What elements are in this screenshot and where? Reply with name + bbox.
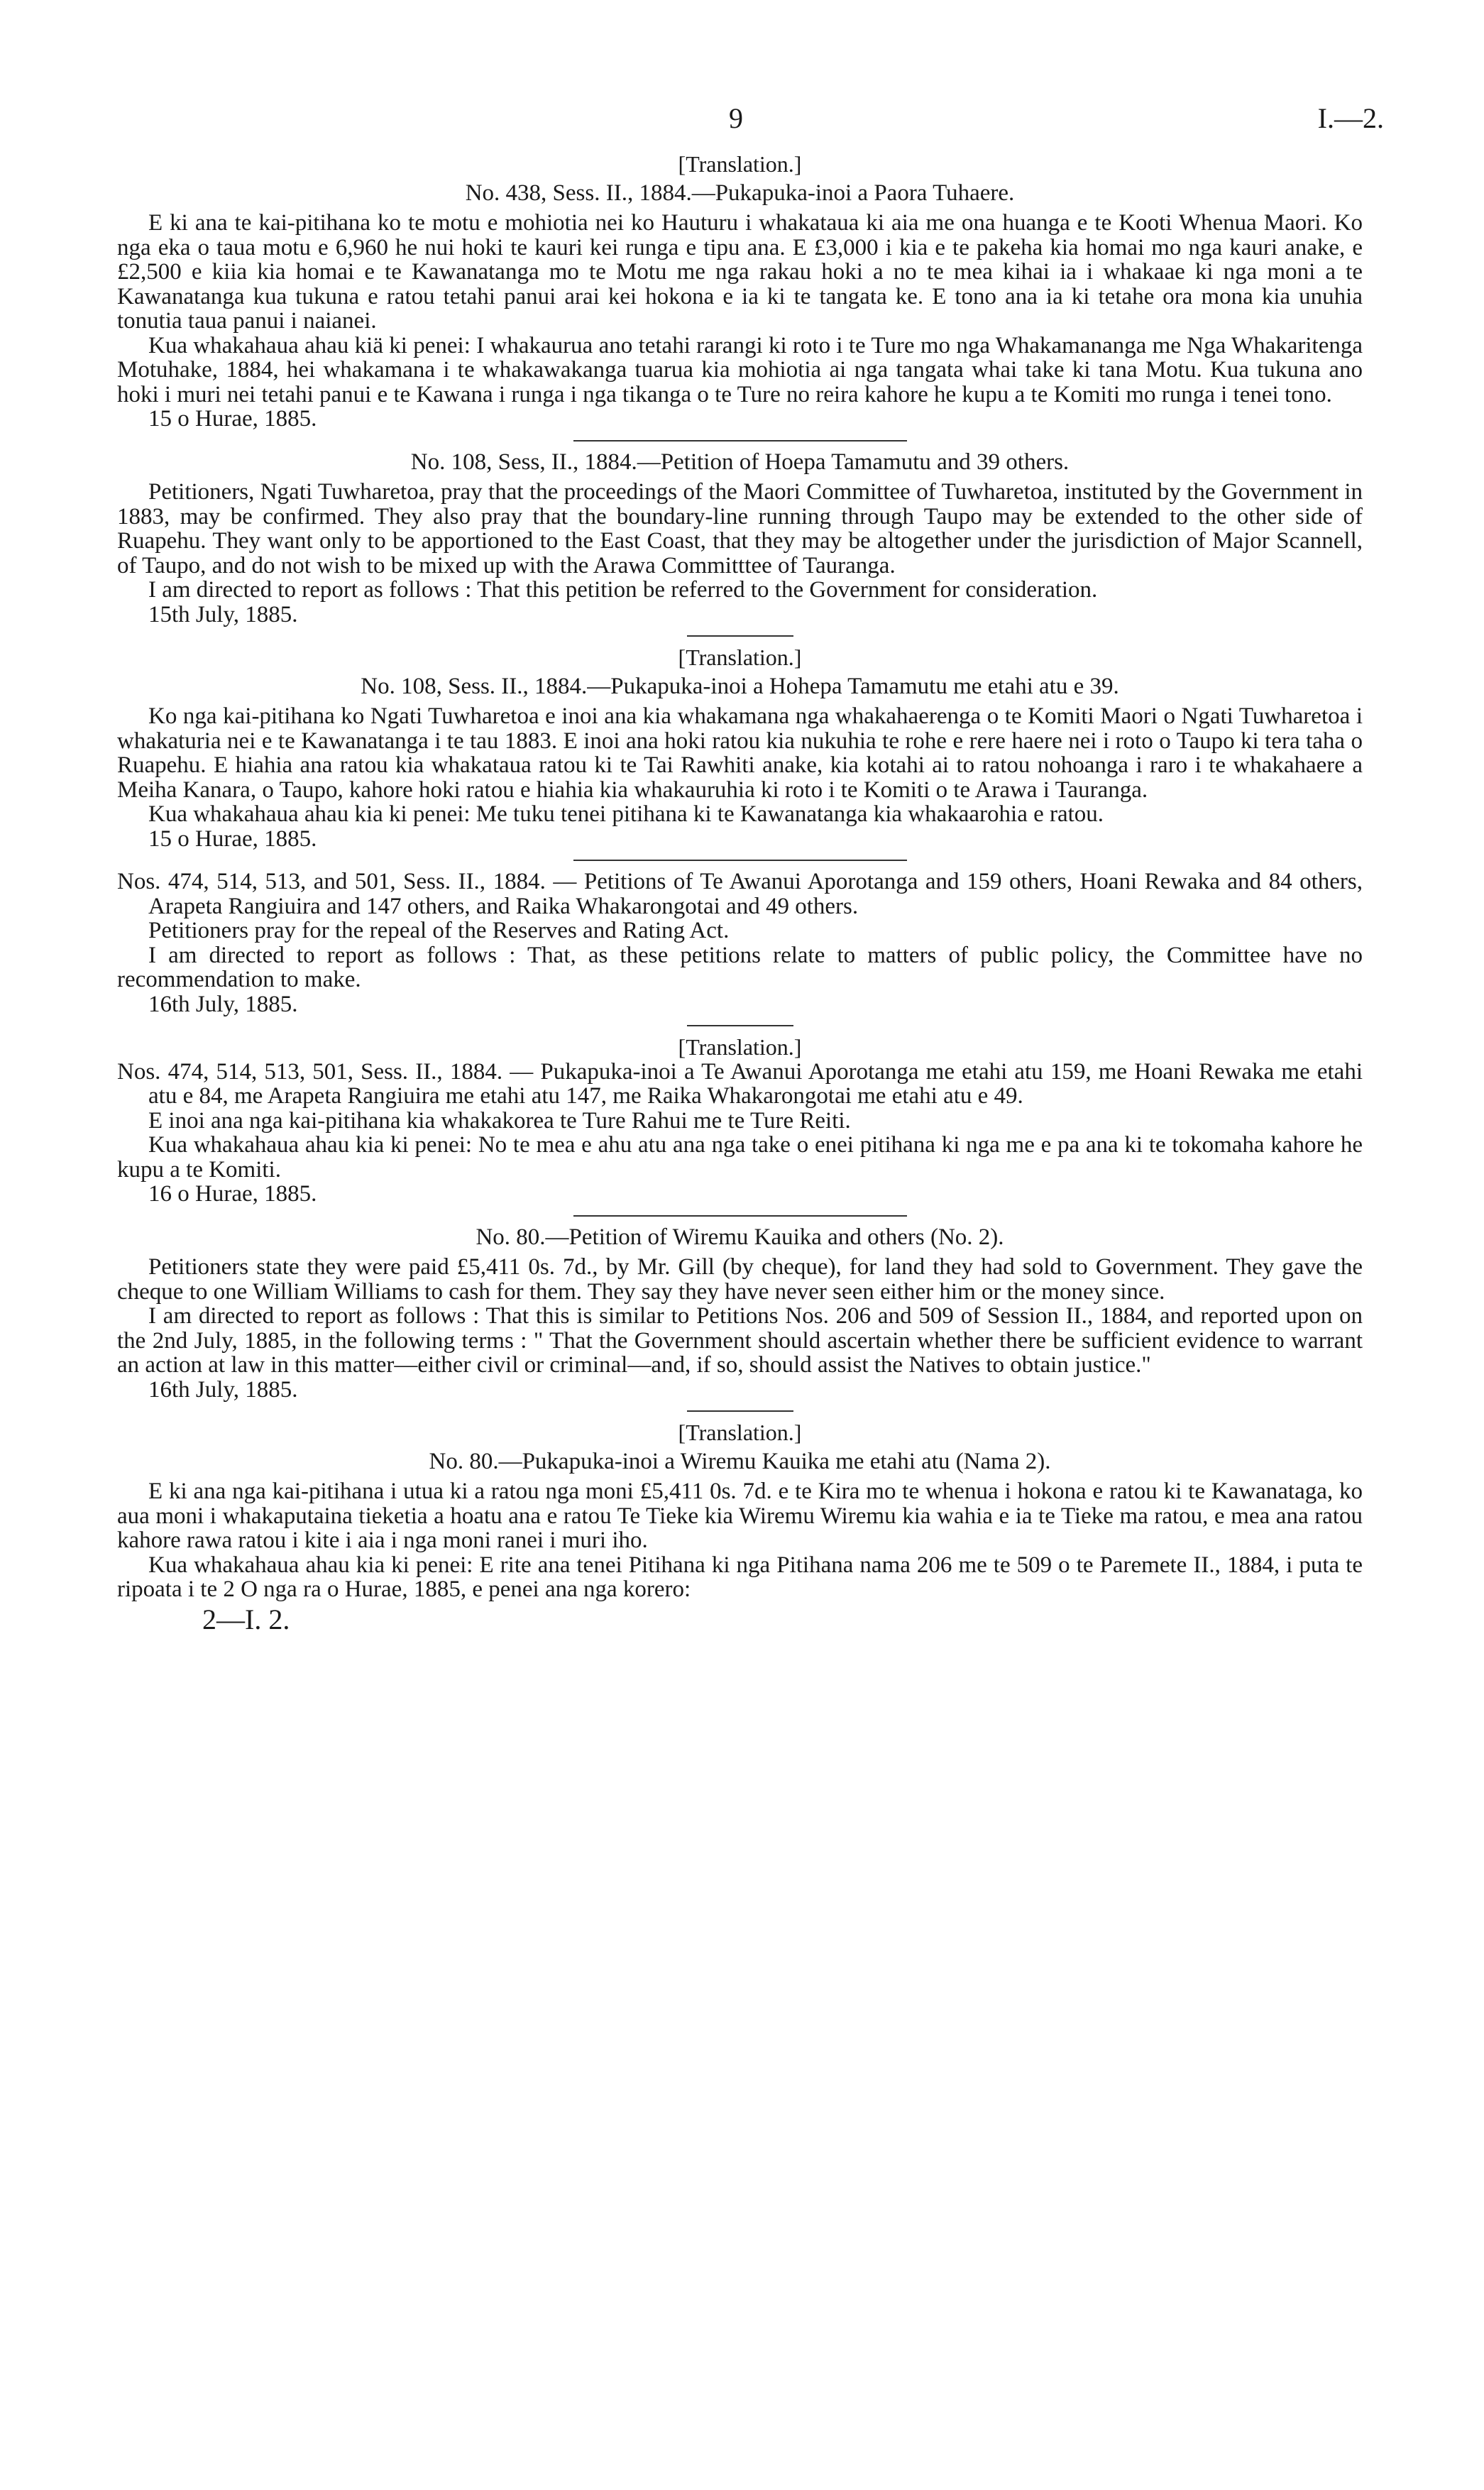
translation-label: [Translation.] bbox=[678, 1420, 802, 1445]
document-page bbox=[117, 102, 1384, 1635]
date-line: 16th July, 1885. bbox=[148, 1376, 298, 1403]
paragraph: Kua whakahaua ahau kiä ki penei: I whakaurua ano tetahi rarangi ki roto i te Ture mo nga Whakamananga me Nga Whakaritenga Motuhake, 1884, hei whakamana i te whakawakanga tuarua kia mohiotia ai nga tangata whai take ki tana Motu. Kua tukuna ano hoki i muri nei tetahi panui e te Kawana i runga i nga tikanga o te Ture no reira kahore he kupu a te Komiti mo runga i tenei tono. bbox=[117, 332, 1363, 407]
petition-heading: No. 80.—Pukapuka-inoi a Wiremu Kauika me etahi atu (Nama 2). bbox=[429, 1448, 1051, 1474]
paragraph: Petitioners pray for the repeal of the Reserves and Rating Act. bbox=[148, 918, 730, 943]
paragraph: I am directed to report as follows : That this is similar to Petitions Nos. 206 and 509 of Session II., 1884, and reported upon on the 2nd July, 1885, in the following terms : " That the Government should ascertain whether there be sufficient evidence to warrant an action at law in this matter—either civil or criminal—and, if so, should assist the Natives to obtain justice." bbox=[117, 1303, 1363, 1378]
petition-heading: No. 80.—Petition of Wiremu Kauika and others (No. 2). bbox=[476, 1224, 1004, 1250]
paragraph: I am directed to report as follows : That this petition be referred to the Government for consideration. bbox=[148, 577, 1098, 603]
section-divider bbox=[687, 1410, 793, 1412]
paragraph: Kua whakahaua ahau kia ki penei: E rite ana tenei Pitihana ki nga Pitihana nama 206 me te 509 o te Paremete II., 1884, i puta te ripoata i te 2 O nga ra o Hurae, 1885, e penei ana nga korero: bbox=[117, 1552, 1363, 1602]
translation-label: [Translation.] bbox=[678, 151, 802, 177]
paragraph: E ki ana te kai-pitihana ko te motu e mohiotia nei ko Hauturu i whakataua ki aia me ona huanga e te Kooti Whenua Maori. Ko nga eka o taua motu e 6,960 he nui hoki te kauri kei runga e tipu ana. E £3,000 i kia e te pakeha kia homai mo nga kauri anake, e £2,500 e kiia kia homai e te Kawanatanga mo te Motu me nga rakau hoki a no te mea kihai ia i whakaae ki nga moni a te Kawanatanga kua tukuna e ratou tetahi panui arai kei hokona e ia ki te tangata ke. E tono ana ia ki tetahe ora mona kia unuhia tonutia taua panui i naianei. bbox=[117, 210, 1363, 334]
section-divider bbox=[687, 1025, 793, 1026]
section-divider bbox=[573, 1215, 907, 1217]
date-line: 15th July, 1885. bbox=[148, 601, 298, 627]
paragraph: Petitioners, Ngati Tuwharetoa, pray that the proceedings of the Maori Committee of Tuwharetoa, instituted by the Government in 1883, may be confirmed. They also pray that the boundary-line running through Taupo may be extended to the other side of Ruapehu. They want only to be apportioned to the East Coast, that they may be altogether under the jurisdiction of Major Scannell, of Taupo, and do not wish to be mixed up with the Arawa Committtee of Tauranga. bbox=[117, 479, 1363, 578]
petition-heading: Nos. 474, 514, 513, and 501, Sess. II., 1884. — Petitions of Te Awanui Aporotanga and 159 others, Hoani Rewaka and 84 others, Arapeta Rangiuira and 147 others, and Raika Whakarongotai and 49 others. bbox=[117, 869, 1363, 919]
running-header bbox=[117, 102, 1384, 149]
document-reference: I.—2. bbox=[1317, 102, 1384, 134]
translation-label: [Translation.] bbox=[678, 645, 802, 670]
paragraph: Ko nga kai-pitihana ko Ngati Tuwharetoa e inoi ana kia whakamana nga whakahaerenga o te Komiti Maori o Ngati Tuwharetoa i whakaturia nei e te Kawanatanga i te tau 1883. E inoi ana hoki ratou kia nukuhia te rohe e rere haere nei i roto o Taupo ki tera taha o Ruapehu. E hiahia ana ratou kia whakataua ratou ki te Tai Rawhiti anake, kia kotahi ai to ratou nohoanga i raro i te whakahaere a Meiha Kanara, o Taupo, kahore hoki ratou e hiahia kia whakauruhia ki roto i te Komiti o te Arawa i Tauranga. bbox=[117, 703, 1363, 803]
date-line: 16 o Hurae, 1885. bbox=[148, 1181, 317, 1207]
petition-heading: No. 108, Sess. II., 1884.—Pukapuka-inoi a Hohepa Tamamutu me etahi atu e 39. bbox=[361, 673, 1119, 699]
paragraph: Petitioners state they were paid £5,411 0s. 7d., by Mr. Gill (by cheque), for land they had sold to Government. They gave the cheque to one William Williams to cash for them. They say they have never seen either him or the money since. bbox=[117, 1254, 1363, 1305]
date-line: 16th July, 1885. bbox=[148, 991, 298, 1017]
petition-heading: No. 438, Sess. II., 1884.—Pukapuka-inoi a Paora Tuhaere. bbox=[465, 180, 1015, 206]
translation-label: [Translation.] bbox=[678, 1034, 802, 1060]
petition-heading: Nos. 474, 514, 513, 501, Sess. II., 1884. — Pukapuka-inoi a Te Awanui Aporotanga me etahi atu 159, me Hoani Rewaka me etahi atu e 84, me Arapeta Rangiuira me etahi atu 147, me Raika Whakarongotai me etahi atu e 49. bbox=[117, 1058, 1363, 1109]
paragraph: I am directed to report as follows : That, as these petitions relate to matters of public policy, the Committee have no recommendation to make. bbox=[117, 942, 1363, 992]
paragraph: E ki ana nga kai-pitihana i utua ki a ratou nga moni £5,411 0s. 7d. e te Kira mo te whenua i hokona e ratou ki te Kawanataga, ko aua moni i whakaputaina tieketia a hoatu ana e ratou Te Tieke kia Wiremu Wiremu kia wahia e ia te Tieke ma ratou, e mea ana ratou kahore rawa ratou i kite i aia i nga moni ranei i muri iho. bbox=[117, 1479, 1363, 1553]
signature-mark: 2—I. 2. bbox=[202, 1603, 290, 1635]
section-divider bbox=[687, 635, 793, 637]
petition-heading: No. 108, Sess, II., 1884.—Petition of Hoepa Tamamutu and 39 others. bbox=[410, 449, 1070, 475]
date-line: 15 o Hurae, 1885. bbox=[148, 406, 317, 432]
section-divider bbox=[573, 860, 907, 861]
paragraph: E inoi ana nga kai-pitihana kia whakakorea te Ture Rahui me te Ture Reiti. bbox=[148, 1107, 851, 1134]
section-divider bbox=[573, 440, 907, 441]
page-number: 9 bbox=[729, 102, 743, 134]
paragraph: Kua whakahaua ahau kia ki penei: No te mea e ahu atu ana nga take o enei pitihana ki nga me e pa ana ki te tokomaha kahore he kupu a te Komiti. bbox=[117, 1132, 1363, 1183]
paragraph: Kua whakahaua ahau kia ki penei: Me tuku tenei pitihana ki te Kawanatanga kia whakaarohia e ratou. bbox=[148, 801, 1104, 827]
date-line: 15 o Hurae, 1885. bbox=[148, 826, 317, 852]
